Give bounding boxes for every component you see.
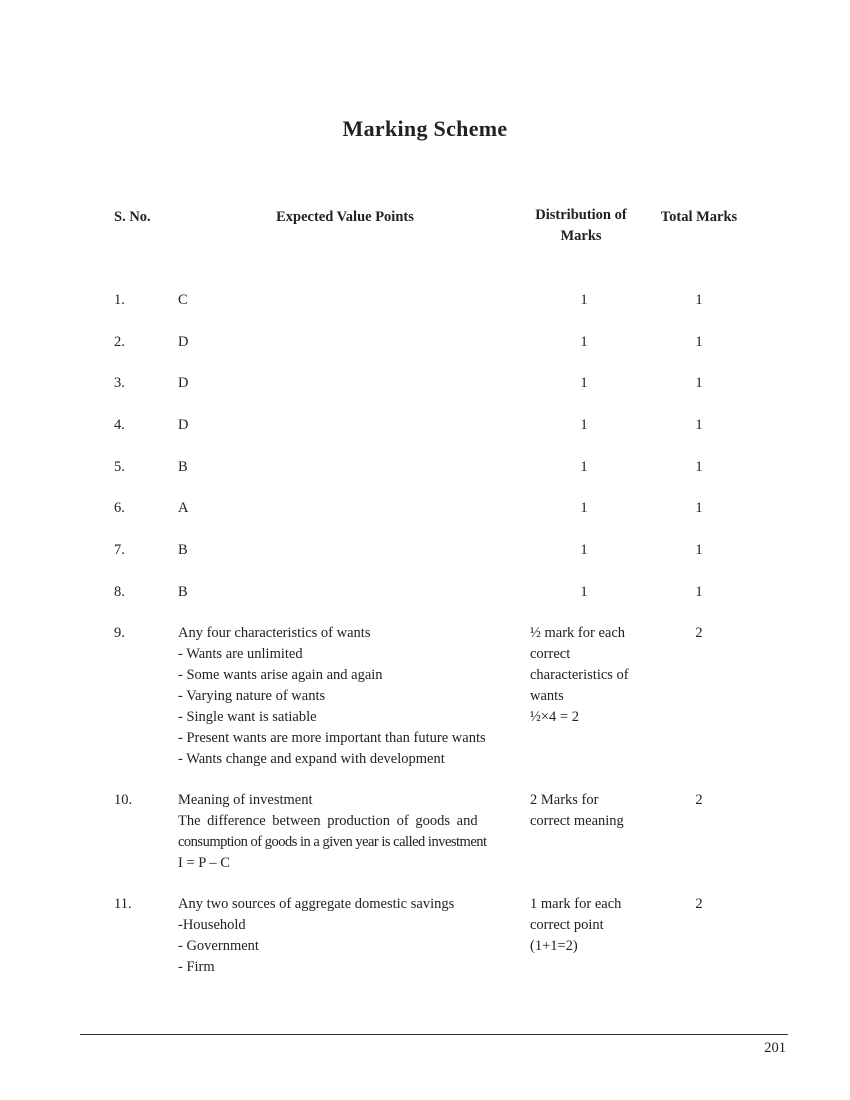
- answer-line: - Present wants are more important than future wants: [178, 730, 486, 746]
- row-total: 2: [695, 896, 703, 912]
- header-total-marks: Total Marks: [660, 209, 738, 225]
- row-total: 1: [695, 500, 703, 516]
- row-answer: B: [178, 542, 188, 558]
- answer-line: - Wants change and expand with development: [178, 751, 445, 767]
- row-sno: 5.: [114, 459, 125, 475]
- row-sno: 1.: [114, 292, 125, 308]
- distribution-line: 2 Marks for: [530, 792, 599, 808]
- row-total: 1: [695, 375, 703, 391]
- row-total: 2: [695, 625, 703, 641]
- answer-line: - Government: [178, 938, 259, 954]
- row-answer: B: [178, 584, 188, 600]
- answer-line: Any two sources of aggregate domestic savings: [178, 896, 455, 912]
- row-answer: D: [178, 417, 189, 433]
- distribution-line: ½ mark for each: [530, 625, 626, 641]
- answer-line: - Some wants arise again and again: [178, 667, 383, 683]
- row-sno: 4.: [114, 417, 125, 433]
- row-sno: 6.: [114, 500, 125, 516]
- row-sno: 7.: [114, 542, 125, 558]
- distribution-line: wants: [530, 688, 564, 704]
- row-distribution: 1: [580, 334, 588, 350]
- answer-formula: I = P – C: [178, 855, 230, 871]
- row-distribution: 1: [580, 375, 588, 391]
- distribution-line: 1 mark for each: [530, 896, 622, 912]
- header-distribution-line-2: Marks: [560, 228, 602, 244]
- answer-line: - Wants are unlimited: [178, 646, 303, 662]
- row-total: 1: [695, 292, 703, 308]
- header-distribution-line-1: Distribution of: [535, 207, 627, 223]
- row-total: 1: [695, 459, 703, 475]
- row-distribution: 1: [580, 459, 588, 475]
- row-answer: [178, 623, 513, 770]
- row-total: 2: [695, 792, 703, 808]
- answer-line: - Varying nature of wants: [178, 688, 326, 704]
- header-distribution-of-marks: [527, 205, 635, 247]
- row-sno: 10.: [114, 792, 133, 808]
- row-answer: D: [178, 375, 189, 391]
- row-distribution: 1: [580, 542, 588, 558]
- row-distribution: [530, 623, 642, 728]
- row-sno: 2.: [114, 334, 125, 350]
- distribution-line: (1+1=2): [530, 938, 578, 954]
- header-expected-value-points: Expected Value Points: [276, 209, 414, 225]
- row-distribution: 1: [580, 500, 588, 516]
- row-total: 1: [695, 417, 703, 433]
- page-title: Marking Scheme: [342, 116, 508, 141]
- distribution-line: correct: [530, 646, 571, 662]
- row-total: 1: [695, 334, 703, 350]
- distribution-line: characteristics of: [530, 667, 629, 683]
- header-sno: S. No.: [114, 209, 151, 225]
- answer-line: Any four characteristics of wants: [178, 625, 371, 641]
- row-sno: 11.: [114, 896, 132, 912]
- row-distribution: 1: [580, 417, 588, 433]
- row-total: 1: [695, 584, 703, 600]
- row-total: 1: [695, 542, 703, 558]
- row-answer: B: [178, 459, 188, 475]
- row-answer: A: [178, 500, 189, 516]
- answer-heading: Meaning of investment: [178, 792, 313, 808]
- page-number: 201: [764, 1040, 786, 1056]
- row-sno: 9.: [114, 625, 125, 641]
- row-distribution: [530, 894, 642, 957]
- row-distribution: 1: [580, 584, 588, 600]
- row-sno: 8.: [114, 584, 125, 600]
- row-answer: C: [178, 292, 188, 308]
- distribution-line: ½×4 = 2: [530, 709, 579, 725]
- answer-paragraph: consumption of goods in a given year is called investment: [178, 834, 487, 850]
- answer-line: -Household: [178, 917, 246, 933]
- row-sno: 3.: [114, 375, 125, 391]
- row-distribution: [530, 790, 642, 832]
- answer-line: - Single want is satiable: [178, 709, 317, 725]
- distribution-line: correct meaning: [530, 813, 624, 829]
- distribution-line: correct point: [530, 917, 604, 933]
- row-answer: [178, 894, 513, 978]
- footer-divider: [80, 1034, 788, 1035]
- row-answer: D: [178, 334, 189, 350]
- row-distribution: 1: [580, 292, 588, 308]
- answer-line: - Firm: [178, 959, 215, 975]
- row-answer: [178, 790, 513, 874]
- answer-paragraph: The difference between production of goods and: [178, 813, 478, 829]
